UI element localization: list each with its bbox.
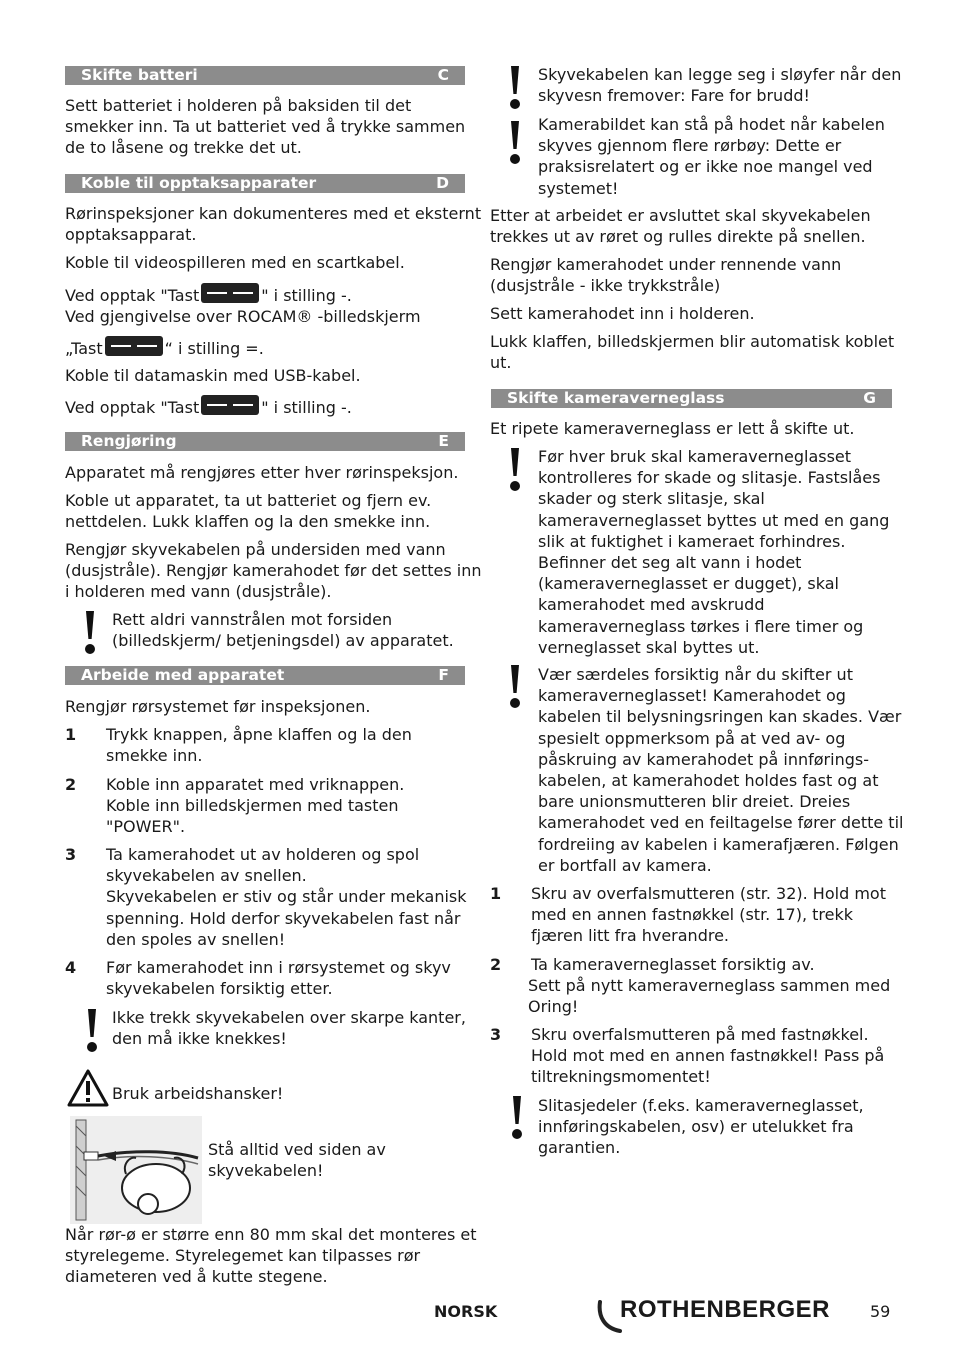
text-line: bare unionsmutteren blir dreiet. Dreies bbox=[538, 792, 851, 812]
glass-warning-1 bbox=[538, 446, 889, 658]
text-line: Trykk knappen, åpne klaffen og la den bbox=[106, 725, 412, 744]
step-number: 3 bbox=[490, 1025, 502, 1044]
text-line: spenning. Hold derfor skyvekabelen fast når bbox=[106, 908, 461, 928]
footer-language: NORSK bbox=[434, 1302, 498, 1321]
glass-step-1 bbox=[531, 883, 886, 947]
text-line: Rengjør skyvekabelen på undersiden med vann bbox=[65, 540, 446, 559]
text-line: Ikke trekk skyvekabelen over skarpe kanter, bbox=[112, 1008, 466, 1027]
brand-swoosh-icon bbox=[596, 1300, 622, 1334]
text-span: “ i stilling =. bbox=[164, 339, 264, 358]
glass-step-2 bbox=[528, 954, 891, 1018]
text-line: den må ikke knekkes! bbox=[112, 1029, 287, 1049]
right-text-3: Sett kamerahodet inn i holderen. bbox=[490, 304, 755, 323]
text-line: påskruing av kamerahodet på innførings- bbox=[538, 749, 869, 769]
text-span: Ved opptak "Tast bbox=[65, 398, 200, 417]
side-text bbox=[208, 1139, 386, 1181]
section-title: Rengjøring bbox=[81, 432, 177, 450]
text-line: (kameraverneglasset er dugget), skal bbox=[538, 574, 839, 594]
work-intro: Rengjør rørsystemet før inspeksjonen. bbox=[65, 697, 371, 716]
key-icon bbox=[201, 395, 259, 415]
text-line: Skyvekabelen kan legge seg i sløyfer når den bbox=[538, 65, 902, 84]
text-line: kabelen til belysningsringen kan skades. Vær bbox=[538, 707, 902, 727]
text-line: Ta kamerahodet ut av holderen og spol bbox=[106, 845, 420, 864]
text-line: kamerahodet ved en feiltagelse fører dette til bbox=[538, 813, 904, 833]
text-line: kabelen, at kamerahodet holdes fast og at bbox=[538, 771, 879, 791]
step-number: 4 bbox=[65, 958, 77, 977]
section-title: Koble til opptaksapparater bbox=[81, 174, 317, 192]
text-line: skyvesn fremover: Fare for brudd! bbox=[538, 86, 810, 106]
text-line: Koble inn apparatet med vriknappen. bbox=[106, 775, 405, 794]
text-line: Skru av overfalsmutteren (str. 32). Hold mot bbox=[531, 884, 886, 903]
text-line: Skyvekabelen er stiv og står under mekanisk bbox=[106, 887, 467, 907]
glass-warning-3 bbox=[538, 1095, 864, 1159]
text-line: Koble inn billedskjermen med tasten bbox=[106, 796, 399, 816]
text-line: trekkes ut av røret og rulles direkte på snellen. bbox=[490, 227, 866, 247]
text-line: Rørinspeksjoner kan dokumenteres med et eksternt bbox=[65, 204, 482, 223]
right-warning-1 bbox=[538, 64, 901, 106]
text-line: kameraverneglasset! Kamerahodet og bbox=[538, 686, 846, 706]
text-line: Sett på nytt kameraverneglass sammen med bbox=[528, 976, 891, 996]
section-title: Skifte kameraverneglass bbox=[507, 389, 725, 407]
glass-intro: Et ripete kameraverneglass er lett å skifte ut. bbox=[490, 419, 855, 438]
text-line: fjæren litt fra hverandre. bbox=[531, 926, 729, 946]
text-line: Rett aldri vannstrålen mot forsiden bbox=[112, 610, 393, 629]
text-line: verneglasset skal byttes ut. bbox=[538, 637, 760, 657]
text-line: Befinner det seg alt vann i hodet bbox=[538, 553, 802, 573]
warning-triangle-icon bbox=[67, 1069, 109, 1107]
section-header-battery bbox=[65, 66, 465, 85]
text-line: Skru overfalsmutteren på med fastnøkkel. bbox=[531, 1025, 869, 1044]
step-number: 2 bbox=[65, 775, 77, 794]
text-line: Vær særdeles forsiktig når du skifter ut bbox=[538, 665, 853, 684]
step-number: 1 bbox=[65, 725, 77, 744]
work-warning bbox=[112, 1007, 466, 1049]
page-number: 59 bbox=[870, 1302, 891, 1321]
record-text-1 bbox=[65, 203, 481, 245]
gloves-text: Bruk arbeidshansker! bbox=[112, 1084, 284, 1103]
text-line: Koble ut apparatet, ta ut batteriet og fjern ev. bbox=[65, 491, 432, 510]
text-line: Når rør-ø er større enn 80 mm skal det monteres et bbox=[65, 1225, 477, 1244]
key-icon bbox=[201, 283, 259, 303]
glass-step-3 bbox=[531, 1024, 884, 1088]
section-letter: D bbox=[436, 174, 449, 192]
section-title: Skifte batteri bbox=[81, 66, 198, 84]
text-line: opptaksapparat. bbox=[65, 225, 197, 245]
text-span: „Tast bbox=[65, 339, 103, 358]
text-line: Rengjør kamerahodet under rennende vann bbox=[490, 255, 842, 274]
section-header-glass bbox=[491, 389, 892, 408]
step-number: 1 bbox=[490, 884, 502, 903]
record-text-4 bbox=[65, 336, 264, 359]
text-line: (billedskjerm/ betjeningsdel) av apparatet. bbox=[112, 631, 454, 651]
key-icon bbox=[105, 336, 163, 356]
text-line: slik at fuktighet i kameraet forhindres. bbox=[538, 531, 846, 551]
right-text-1 bbox=[490, 205, 871, 247]
operator-illustration bbox=[70, 1116, 202, 1224]
record-text-5: Koble til datamaskin med USB-kabel. bbox=[65, 366, 361, 385]
text-line: systemet! bbox=[538, 178, 619, 198]
text-line: kameraverneglasset byttes ut med en gang bbox=[538, 510, 890, 530]
text-span: " i stilling -. bbox=[261, 398, 352, 417]
record-text-2: Koble til videospilleren med en scartkabel. bbox=[65, 253, 405, 272]
right-warning-2 bbox=[538, 114, 885, 199]
section-title: Arbeide med apparatet bbox=[81, 666, 285, 684]
cleaning-text-2 bbox=[65, 490, 431, 532]
text-line: spesielt oppmerksom på at ved av- og bbox=[538, 728, 846, 748]
text-line: skader og sterk slitasje, skal bbox=[538, 489, 765, 509]
step-number: 3 bbox=[65, 845, 77, 864]
text-line: Kamerabildet kan stå på hodet når kabelen bbox=[538, 115, 885, 134]
text-line: ut. bbox=[490, 353, 512, 373]
text-line: skyves gjennom flere rørbøy: Dette er bbox=[538, 136, 842, 156]
cleaning-warning bbox=[112, 609, 454, 651]
text-line: (dusjstråle - ikke trykkstråle) bbox=[490, 276, 721, 296]
text-line: nettdelen. Lukk klaffen og la den smekke inn. bbox=[65, 512, 431, 532]
cleaning-text-1: Apparatet må rengjøres etter hver rørinspeksjon. bbox=[65, 463, 459, 482]
text-line: i holderen med vann (dusjstråle). bbox=[65, 582, 332, 602]
section-header-work bbox=[65, 666, 465, 685]
record-text-3 bbox=[65, 283, 421, 327]
text-span: " i stilling -. bbox=[261, 286, 352, 305]
text-line: Før hver bruk skal kameraverneglasset bbox=[538, 447, 852, 466]
text-span: Ved opptak "Tast bbox=[65, 286, 200, 305]
text-line: tiltrekningsmomentet! bbox=[531, 1067, 711, 1087]
text-line: Stå alltid ved siden av bbox=[208, 1140, 386, 1159]
work-step-1 bbox=[106, 724, 412, 766]
text-line: fordreiing av kabelen i kamerafjæren. Følgen bbox=[538, 834, 899, 854]
text-line: Lukk klaffen, billedskjermen blir automatisk koblet bbox=[490, 332, 895, 351]
text-line: Etter at arbeidet er avsluttet skal skyvekabelen bbox=[490, 206, 871, 225]
text-line: er bortfall av kamera. bbox=[538, 855, 712, 875]
text-line: diameteren ved å kutte stegene. bbox=[65, 1267, 328, 1287]
text-line: kamerahodet med avskrudd bbox=[538, 595, 765, 615]
text-line: Slitasjedeler (f.eks. kameraverneglasset, bbox=[538, 1096, 864, 1115]
text-line: innføringskabelen, osv) er utelukket fra bbox=[538, 1117, 854, 1137]
text-line: praksisrelatert og er ikke noe mangel ved bbox=[538, 157, 873, 177]
text-line: garantien. bbox=[538, 1138, 621, 1158]
text-line: "POWER". bbox=[106, 817, 186, 837]
right-text-4 bbox=[490, 331, 894, 373]
right-text-2 bbox=[490, 254, 841, 296]
text-line: Før kamerahodet inn i rørsystemet og skyv bbox=[106, 958, 451, 977]
text-line: smekker inn. Ta ut batteriet ved å trykke sammen bbox=[65, 117, 466, 137]
text-line: kontrolleres for skade og slitasje. Fastslåes bbox=[538, 468, 881, 488]
glass-warning-2 bbox=[538, 664, 903, 876]
section-letter: E bbox=[438, 432, 449, 450]
guide-text bbox=[65, 1224, 477, 1288]
text-line: den spoles av snellen! bbox=[106, 929, 286, 949]
work-step-3 bbox=[106, 844, 467, 950]
text-line: styrelegeme. Styrelegemet kan tilpasses rør bbox=[65, 1246, 421, 1266]
text-line: Sett batteriet i holderen på baksiden til det bbox=[65, 96, 412, 115]
battery-text bbox=[65, 95, 465, 159]
work-step-4 bbox=[106, 957, 451, 999]
section-header-record bbox=[65, 174, 465, 193]
text-line: Oring! bbox=[528, 997, 579, 1017]
section-header-cleaning bbox=[65, 432, 465, 451]
text-line: med en annen fastnøkkel (str. 17), trekk bbox=[531, 905, 853, 925]
text-line: de to låsene og trekke det ut. bbox=[65, 138, 302, 158]
text-line: Hold mot med en annen fastnøkkel! Pass på bbox=[531, 1046, 885, 1066]
text-line: Ved gjengivelse over ROCAM® -billedskjerm bbox=[65, 307, 421, 327]
text-line: kameraverneglass tørkes i flere timer og bbox=[538, 616, 864, 636]
text-line: smekke inn. bbox=[106, 746, 203, 766]
brand-logo: ROTHENBERGER bbox=[620, 1296, 831, 1323]
section-letter: F bbox=[438, 666, 449, 684]
record-text-6 bbox=[65, 395, 352, 418]
text-line: skyvekabelen av snellen. bbox=[106, 866, 307, 886]
section-letter: C bbox=[437, 66, 449, 84]
text-line: (dusjstråle). Rengjør kamerahodet før det settes inn bbox=[65, 561, 482, 581]
text-line: skyvekabelen! bbox=[208, 1161, 324, 1181]
step-number: 2 bbox=[490, 955, 502, 974]
work-step-2 bbox=[106, 774, 404, 838]
text-line: Ta kameraverneglasset forsiktig av. bbox=[531, 955, 815, 974]
text-line: skyvekabelen forsiktig etter. bbox=[106, 979, 333, 999]
cleaning-text-3 bbox=[65, 539, 482, 603]
section-letter: G bbox=[863, 389, 876, 407]
